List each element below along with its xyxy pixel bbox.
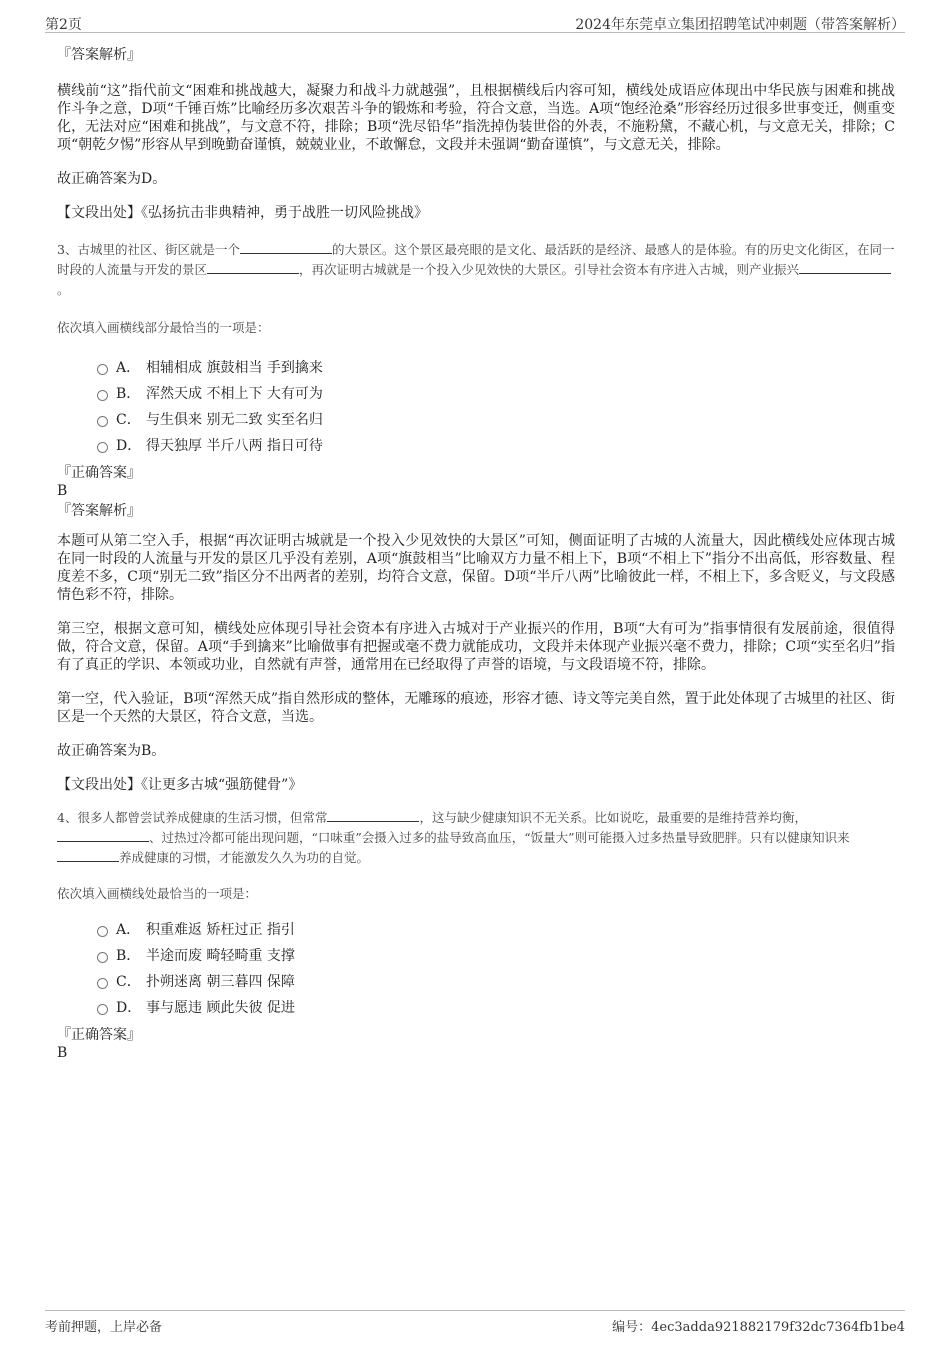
radio-icon[interactable]	[97, 1004, 108, 1015]
option-c[interactable]: C． 与生俱来 别无二致 实至名归	[97, 406, 895, 432]
answer-analysis-label: 『答案解析』	[57, 47, 141, 63]
fill-blank	[240, 240, 332, 254]
radio-icon[interactable]	[97, 442, 108, 453]
option-d[interactable]: D． 得天独厚 半斤八两 指日可待	[97, 432, 895, 458]
question-stem: 3、古城里的社区、街区就是一个 的大景区。这个景区最亮眼的是文化、最活跃的是经济、最感人的是体验。有的历史文化街区，在同一时段的人流量与开发的景区 ，再次证明古城就是一个投入少见效快的大景区。引导社会资本有序进入古城，则产业振兴。	[57, 242, 895, 297]
answer-conclusion: 故正确答案为D。	[57, 171, 167, 187]
page-header	[45, 10, 905, 33]
option-a[interactable]: A． 积重难返 矫枉过正 指引	[97, 916, 895, 942]
options-list	[97, 916, 895, 1020]
radio-icon[interactable]	[97, 926, 108, 937]
question-prompt: 依次填入画横线部分最恰当的一项是：	[57, 320, 270, 335]
fill-blank	[57, 848, 119, 862]
fill-blank	[799, 260, 891, 274]
question-prompt: 依次填入画横线处最恰当的一项是：	[57, 886, 258, 901]
document-id: 编号：4ec3adda921882179f32dc7364fb1be4	[612, 1320, 905, 1335]
fill-blank	[327, 808, 419, 822]
answer-conclusion: 故正确答案为B。	[57, 743, 166, 759]
question-stem: 4、很多人都曾尝试养成健康的生活习惯，但常常 ，这与缺少健康知识不无关系。比如说吃，最重要的是维持营养均衡，、过热过冷都可能出现问题，“口味重”会摄入过多的盐导致高血压，“饭量大”则可能摄入过多热量导致肥胖。只有以健康知识来养成健康的习惯，才能激发久久为功的自觉。	[57, 810, 850, 865]
analysis-paragraph: 第一空，代入验证，B项“浑然天成”指自然形成的整体，无雕琢的痕迹，形容才德、诗文等完美自然，置于此处体现了古城里的社区、街区是一个天然的大景区，符合文意，当选。	[57, 691, 895, 725]
correct-answer: B	[57, 1045, 68, 1061]
page-footer	[45, 1310, 905, 1333]
radio-icon[interactable]	[97, 952, 108, 963]
radio-icon[interactable]	[97, 416, 108, 427]
source-citation: 【文段出处】《让更多古城“强筋健骨”》	[57, 777, 303, 793]
option-a[interactable]: A． 相辅相成 旗鼓相当 手到擒来	[97, 354, 895, 380]
radio-icon[interactable]	[97, 390, 108, 401]
page-number: 第2页	[45, 17, 82, 33]
correct-answer-label: 『正确答案』	[57, 1027, 141, 1043]
fill-blank	[207, 260, 299, 274]
radio-icon[interactable]	[97, 364, 108, 375]
option-b[interactable]: B． 浑然天成 不相上下 大有可为	[97, 380, 895, 406]
analysis-paragraph: 本题可从第二空入手，根据“再次证明古城就是一个投入少见效快的大景区”可知，侧面证明了古城的人流量大，因此横线处应体现古城在同一时段的人流量与开发的景区几乎没有差别，A项“旗鼓相当”比喻双方力量不相上下，B项“不相上下”指分不出高低，形容数量、程度差不多，C项“别无二致”指区分不出两者的差别，均符合文意，保留。D项“半斤八两”比喻彼此一样，不相上下，多含贬义，与文段感情色彩不符，排除。	[57, 533, 895, 603]
analysis-paragraph: 横线前“这”指代前文“困难和挑战越大，凝聚力和战斗力就越强”，且根据横线后内容可知，横线处成语应体现出中华民族与困难和挑战作斗争之意，D项“千锤百炼”比喻经历多次艰苦斗争的锻炼和考验，符合文意，当选。A项“饱经沧桑”形容经历过很多世事变迁，侧重变化，无法对应“困难和挑战”，与文意不符，排除；B项“洗尽铅华”指洗掉伪装世俗的外表，不施粉黛，不藏心机，与文意无关，排除；C项“朝乾夕惕”形容从早到晚勤奋谨慎，兢兢业业，不敢懈怠，文段并未强调“勤奋谨慎”，与文意无关，排除。	[57, 83, 895, 153]
fill-blank	[57, 828, 149, 842]
answer-analysis-label: 『答案解析』	[57, 503, 141, 519]
option-c[interactable]: C． 扑朔迷离 朝三暮四 保障	[97, 968, 895, 994]
analysis-paragraph: 第三空，根据文意可知，横线处应体现引导社会资本有序进入古城对于产业振兴的作用，B项“大有可为”指事情很有发展前途，很值得做，符合文意，保留。A项“手到擒来”比喻做事有把握或毫不费力就能成功，文段并未体现产业振兴毫不费力，排除；C项“实至名归”指有了真正的学识、本领或功业，自然就有声誉，通常用在已经取得了声誉的语境，与文段语境不符，排除。	[57, 621, 895, 673]
correct-answer-label: 『正确答案』	[57, 465, 141, 481]
correct-answer: B	[57, 483, 68, 499]
source-citation: 【文段出处】《弘扬抗击非典精神，勇于战胜一切风险挑战》	[57, 205, 428, 221]
option-b[interactable]: B． 半途而废 畸轻畸重 支撑	[97, 942, 895, 968]
document-title: 2024年东莞卓立集团招聘笔试冲刺题（带答案解析）	[575, 17, 905, 33]
options-list	[97, 354, 895, 458]
footer-slogan: 考前押题，上岸必备	[45, 1320, 163, 1335]
radio-icon[interactable]	[97, 978, 108, 989]
option-d[interactable]: D． 事与愿违 顾此失彼 促进	[97, 994, 895, 1020]
main-content	[57, 44, 895, 1062]
